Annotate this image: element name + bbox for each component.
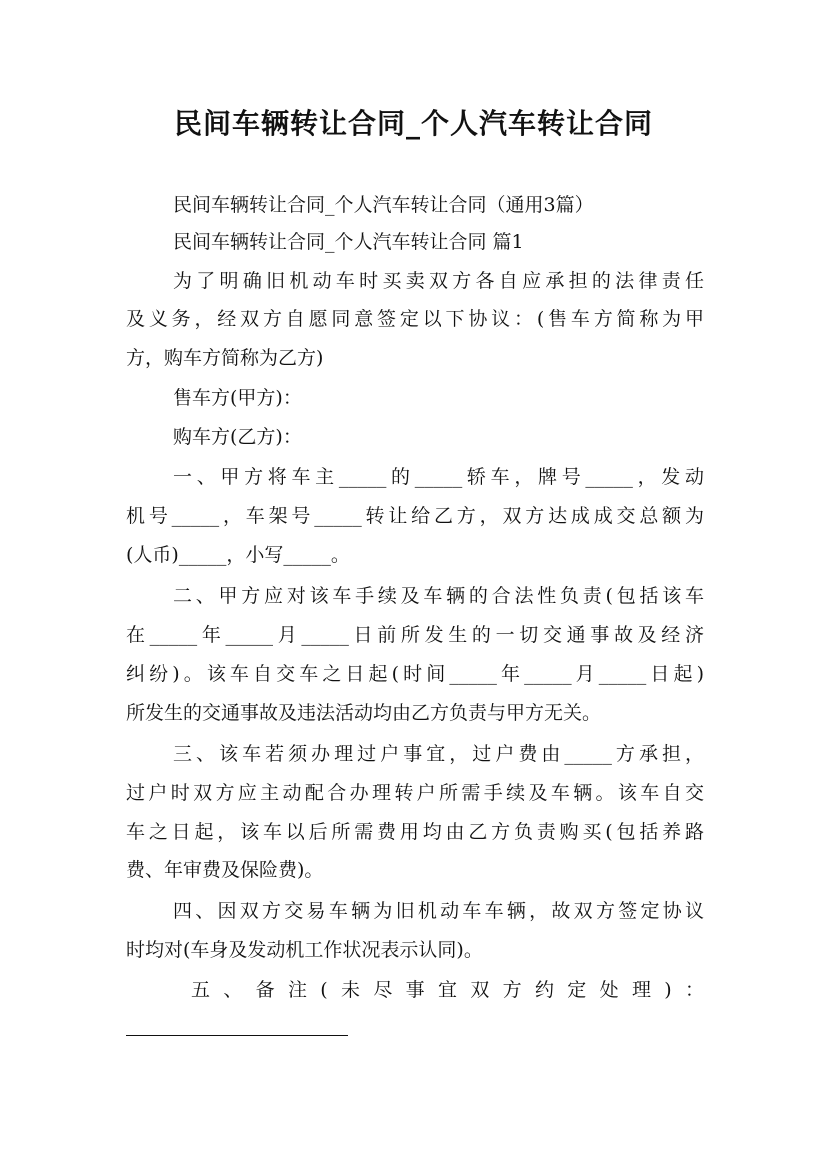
- clause-3-line: 三、该车若须办理过户事宜，过户费由_____方承担，: [173, 743, 704, 765]
- seller-label: 售车方(甲方)：: [173, 387, 302, 409]
- clause-2-line: 所发生的交通事故及违法活动均由乙方负责与甲方无关。: [126, 702, 602, 724]
- clause-2-line: 二、甲方应对该车手续及车辆的合法性负责(包括该车: [173, 585, 704, 607]
- clause-3-line: 过户时双方应主动配合办理转户所需手续及车辆。该车自交: [126, 782, 704, 804]
- document-title: 民间车辆转让合同_个人汽车转让合同: [173, 107, 653, 140]
- subtitle-line: 民间车辆转让合同_个人汽车转让合同（通用3篇）: [173, 194, 594, 216]
- clause-4-line: 时均对(车身及发动机工作状况表示认同)。: [126, 939, 483, 961]
- clause-1-line: 机号_____，车架号_____转让给乙方，双方达成成交总额为: [126, 505, 704, 527]
- clause-1-line: 一、甲方将车主_____的_____轿车，牌号_____，发动: [173, 466, 704, 488]
- clause-2-line: 在_____年_____月_____日前所发生的一切交通事故及经济: [126, 624, 704, 646]
- section-heading: 民间车辆转让合同_个人汽车转让合同 篇1: [173, 231, 524, 253]
- clause-3-line: 车之日起，该车以后所需费用均由乙方负责购买(包括养路: [126, 821, 704, 843]
- paragraph-line: 方，购车方简称为乙方): [126, 347, 324, 369]
- clause-3-line: 费、年审费及保险费)。: [126, 859, 324, 881]
- blank-fill-line: [126, 1035, 348, 1036]
- paragraph-line: 为了明确旧机动车时买卖双方各自应承担的法律责任: [173, 270, 704, 292]
- clause-4-line: 四、因双方交易车辆为旧机动车车辆，故双方签定协议: [173, 900, 704, 922]
- clause-2-line: 纠纷)。该车自交车之日起(时间_____年_____月_____日起): [126, 663, 704, 685]
- paragraph-line: 及义务，经双方自愿同意签定以下协议：(售车方简称为甲: [126, 308, 704, 330]
- clause-5-line: 五、备注(未尽事宜双方约定处理)：: [191, 979, 704, 1001]
- clause-1-line: (人币)_____，小写_____。: [126, 544, 350, 566]
- buyer-label: 购车方(乙方)：: [173, 426, 302, 448]
